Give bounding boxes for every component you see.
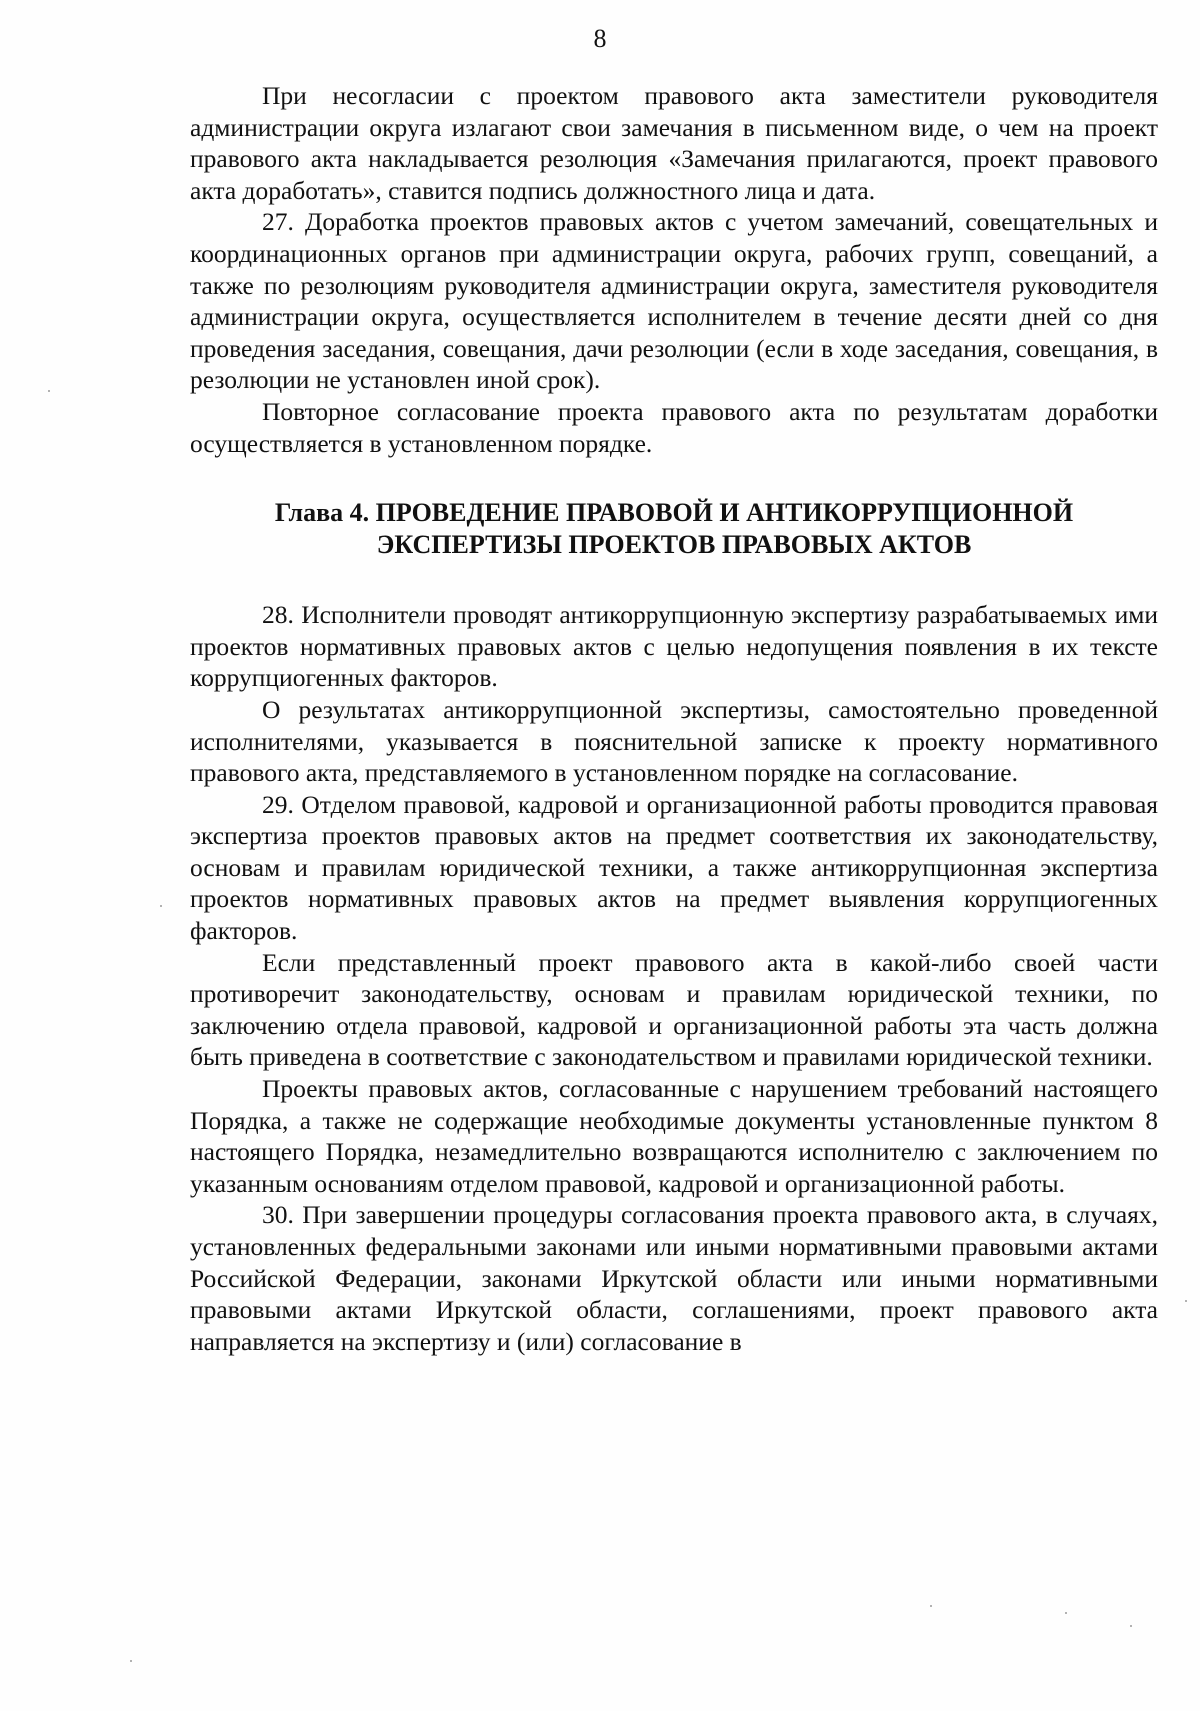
page-number: 8 <box>593 24 607 53</box>
paragraph-anticorruption-results: О результатах антикоррупционной экспертизы, самостоятельно проведенной исполнителями, указывается в пояснительной записке к проекту нормативного правового акта, представляемого в установленном порядке на согласование. <box>190 694 1158 788</box>
paragraph-contradiction: Если представленный проект правового акта в какой-либо своей части противоречит законодательству, основам и правилам юридической техники, по заключению отдела правовой, кадровой и организационной работы эта часть должна быть приведена в соответствие с законодательством и правилами юридической техники. <box>190 947 1158 1072</box>
scan-speck <box>1185 1300 1187 1302</box>
chapter-heading-line-1: Глава 4. ПРОВЕДЕНИЕ ПРАВОВОЙ И АНТИКОРРУПЦИОННОЙ <box>274 498 1074 528</box>
scan-speck <box>160 905 162 907</box>
chapter-heading-line-2: ЭКСПЕРТИЗЫ ПРОЕКТОВ ПРАВОВЫХ АКТОВ <box>376 530 972 560</box>
paragraph-30-completion: 30. При завершении процедуры согласования проекта правового акта, в случаях, установленных федеральными законами или иными нормативными правовыми актами Российской Федерации, законами Иркутской области или иными нормативными правовыми актами Иркутской области, соглашениями, проект правового акта направляется на экспертизу и (или) согласование в <box>190 1200 1158 1356</box>
scan-speck <box>930 1605 932 1607</box>
chapter-4-heading <box>190 459 1158 599</box>
paragraph-29-legal-review: 29. Отделом правовой, кадровой и организационной работы проводится правовая экспертиза проектов правовых актов на предмет соответствия их законодательству, основам и правилам юридической техники, а также антикоррупционная экспертиза проектов нормативных правовых актов на предмет выявления коррупциогенных факторов. <box>190 789 1158 946</box>
document-body <box>190 80 1158 1357</box>
paragraph-28-anticorruption: 28. Исполнители проводят антикоррупционную экспертизу разрабатываемых ими проектов нормативных правовых актов с целью недопущения появления в их тексте коррупциогенных факторов. <box>190 600 1158 693</box>
scan-speck <box>1065 1612 1067 1614</box>
scan-speck <box>48 390 50 392</box>
scan-speck <box>1130 1625 1132 1627</box>
scan-speck <box>130 1660 132 1662</box>
paragraph-disagreement-remarks: При несогласии с проектом правового акта заместители руководителя администрации округа излагают свои замечания в письменном виде, о чем на проект правового акта накладывается резолюция «Замечания прилагаются, проект правового акта доработать», ставится подпись должностного лица и дата. <box>190 81 1158 205</box>
paragraph-27-revision: 27. Доработка проектов правовых актов с учетом замечаний, совещательных и координационных органов при администрации округа, рабочих групп, совещаний, а также по резолюциям руководителя администрации округа, заместителя руководителя администрации округа, осуществляется исполнителем в течение десяти дней со дня проведения заседания, совещания, дачи резолюции (если в ходе заседания, совещания, в резолюции не установлен иной срок). <box>190 207 1158 395</box>
paragraph-returned-drafts: Проекты правовых актов, согласованные с нарушением требований настоящего Порядка, а также не содержащие необходимые документы установленные пунктом 8 настоящего Порядка, незамедлительно возвращаются исполнителю с заключением по указанным основаниям отделом правовой, кадровой и организационной работы. <box>190 1074 1158 1198</box>
paragraph-repeat-approval: Повторное согласование проекта правового акта по результатам доработки осуществляется в установленном порядке. <box>190 396 1158 458</box>
